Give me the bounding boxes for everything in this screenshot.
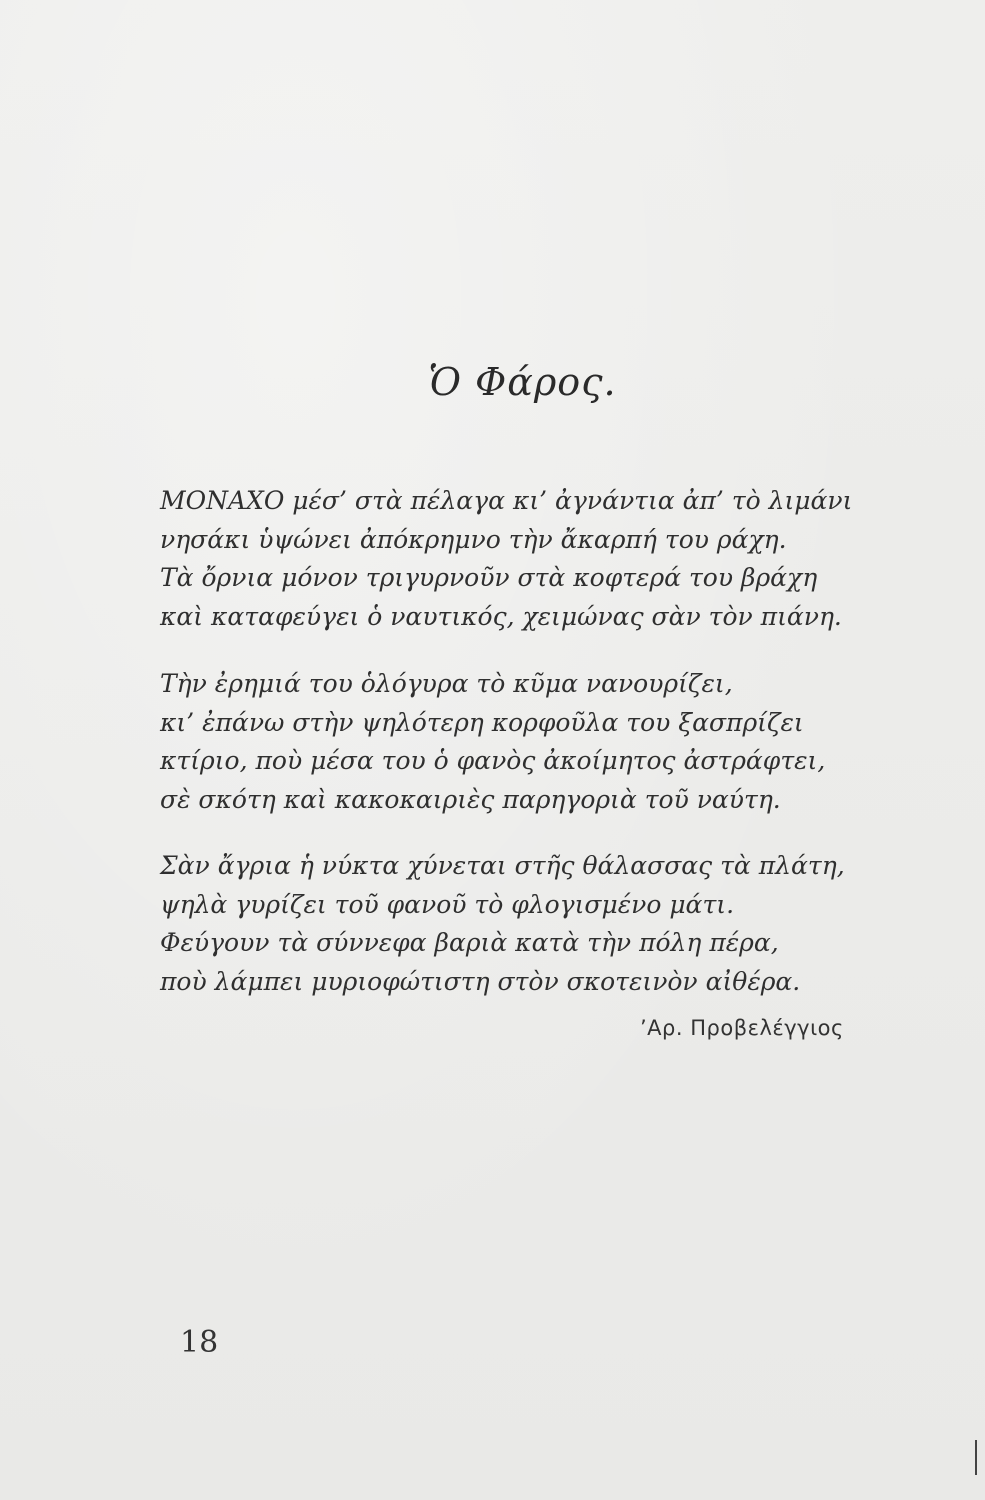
poem-line: κτίριο, ποὺ μέσα του ὁ φανὸς ἀκοίμητος ἀστράφτει, [160,746,826,775]
poem-line: ΜΟΝΑΧΟ μέσ’ στὰ πέλαγα κι’ ἀγνάντια ἀπ’ τὸ λιμάνι [160,486,853,515]
poem-line: σὲ σκότη καὶ κακοκαιριὲς παρηγοριὰ τοῦ ναύτη. [160,784,781,814]
page-edge-mark [975,1440,977,1475]
poem-line: ποὺ λάμπει μυριοφώτιστη στὸν σκοτεινὸν αἰθέρα. [160,966,801,996]
poem-line: νησάκι ὑψώνει ἀπόκρημνο τὴν ἄκαρπή του ράχη. [160,524,787,554]
poem-line: Τὴν ἐρημιά του ὁλόγυρα τὸ κῦμα νανουρίζει, [160,669,733,698]
stanza-3 [160,847,845,1001]
poem-title: Ὁ Φάρος. [428,360,617,404]
poem-line: κι’ ἐπάνω στὴν ψηλότερη κορφοῦλα του ξασπρίζει [160,707,804,737]
poem-line: Τὰ ὄρνια μόνον τριγυρνοῦν στὰ κοφτερά του βράχη [160,563,818,592]
show-through-texture [150,118,945,140]
author-signature: ’Αρ. Προβελέγγιος [640,1016,844,1040]
poem-line: καὶ καταφεύγει ὁ ναυτικός, χειμώνας σὰν τὸν πιάνη. [160,601,842,631]
poem-line: Σὰν ἄγρια ἡ νύκτα χύνεται στῆς θάλασσας τὰ πλάτη, [160,851,845,880]
poem-line: ψηλὰ γυρίζει τοῦ φανοῦ τὸ φλογισμένο μάτι. [160,889,735,919]
page-number: 18 [180,1325,219,1360]
stanza-2 [160,665,825,819]
poem-line: Φεύγουν τὰ σύννεφα βαριὰ κατὰ τὴν πόλη πέρα, [160,928,779,957]
stanza-1 [160,482,852,636]
